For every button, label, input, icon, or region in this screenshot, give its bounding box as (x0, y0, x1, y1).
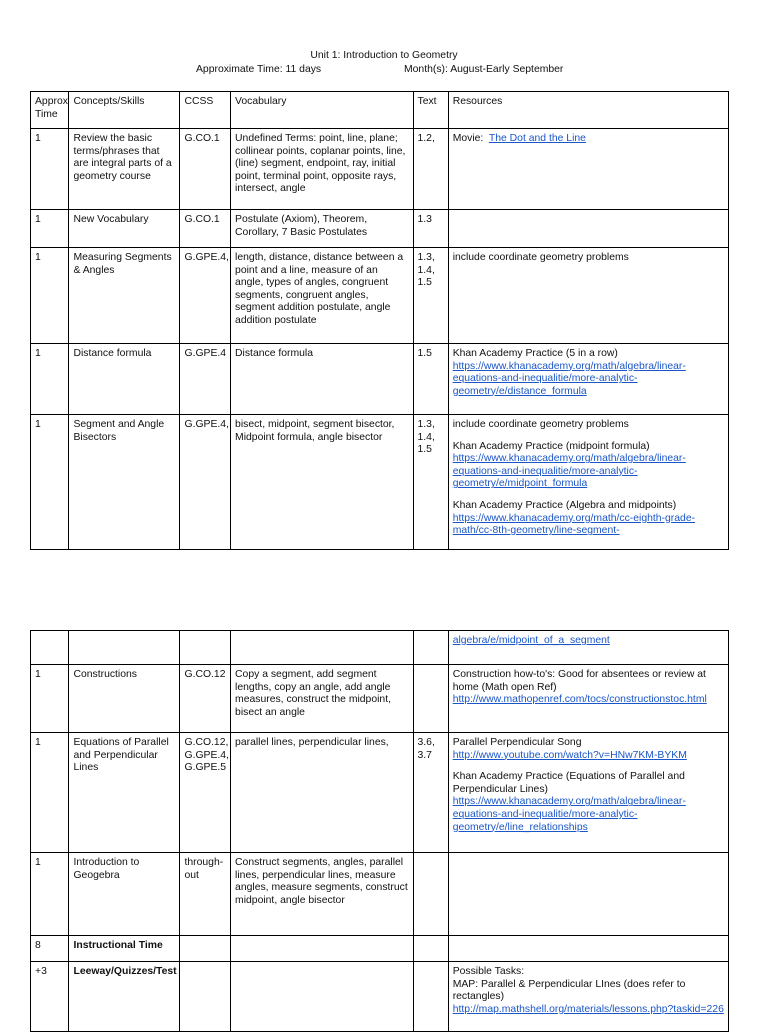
resource-link[interactable]: https://www.khanacademy.org/math/cc-eighth-grade-math/cc-8th-geometry/line-segment- (452, 512, 696, 537)
cell-text: 1.2, (413, 129, 448, 210)
cell-resources (448, 210, 728, 248)
cell-concept: Measuring Segments & Angles (69, 248, 180, 344)
cell-ccss (180, 631, 231, 665)
table-row (31, 853, 729, 936)
cell-vocabulary: Construct segments, angles, parallel lines, perpendicular lines, measure angles, measure segments, construct midpoint, angle bisector (231, 853, 413, 936)
col-header-text: Text (413, 92, 448, 129)
table-row (31, 733, 729, 853)
cell-ccss: G.CO.1 (180, 129, 231, 210)
cell-ccss: G.GPE.4, (180, 415, 231, 550)
cell-resources (448, 415, 728, 550)
resource-label: Possible Tasks: (452, 966, 525, 977)
cell-resources (448, 129, 728, 210)
cell-text (413, 936, 448, 962)
table-row (31, 344, 729, 415)
resource-link[interactable]: http://www.youtube.com/watch?v=HNw7KM-BYKM (452, 749, 687, 761)
cell-vocabulary: Copy a segment, add segment lengths, copy an angle, add angle measures, construct the midpoint, bisect an angle (231, 665, 413, 733)
table-row (31, 631, 729, 665)
curriculum-table-part2 (30, 630, 729, 1032)
table-header-row (31, 92, 729, 129)
cell-concept: Distance formula (69, 344, 180, 415)
months: Month(s): August-Early September (404, 64, 564, 75)
cell-time (31, 631, 69, 665)
col-header-time: Approx Time (31, 92, 69, 129)
cell-vocabulary: length, distance, distance between a point and a line, measure of an angle, types of angles, congruent segments, congruent angles, segment addition postulate, angle addition postulate (231, 248, 413, 344)
resource-label: Khan Academy Practice (Algebra and midpoints) (452, 499, 677, 511)
instructional-time-label: Instructional Time (73, 940, 163, 951)
cell-concept: Constructions (69, 665, 180, 733)
cell-concept (69, 631, 180, 665)
cell-ccss (180, 936, 231, 962)
resource-label: include coordinate geometry problems (452, 419, 629, 430)
cell-ccss (180, 962, 231, 1032)
cell-resources (448, 733, 728, 853)
cell-time: 1 (31, 248, 69, 344)
cell-concept: Review the basic terms/phrases that are integral parts of a geometry course (69, 129, 180, 210)
cell-vocabulary: parallel lines, perpendicular lines, (231, 733, 413, 853)
cell-ccss: G.CO.12 (180, 665, 231, 733)
cell-concept (69, 962, 180, 1032)
cell-vocabulary (231, 631, 413, 665)
cell-vocabulary: bisect, midpoint, segment bisector, Midpoint formula, angle bisector (231, 415, 413, 550)
resource-label: Parallel Perpendicular Song (452, 737, 582, 748)
cell-resources: include coordinate geometry problems (448, 248, 728, 344)
resource-link[interactable]: http://www.mathopenref.com/tocs/constructionstoc.html (452, 694, 707, 706)
col-header-concepts: Concepts/Skills (69, 92, 180, 129)
resource-link[interactable]: https://www.khanacademy.org/math/algebra/linear-equations-and-inequalitie/more-analytic-geometry/e/midpoint_formula (452, 453, 686, 490)
cell-ccss: G.CO.1 (180, 210, 231, 248)
table-row (31, 210, 729, 248)
resource-label: MAP: Parallel & Perpendicular LInes (does refer to rectangles) (452, 978, 686, 1003)
resource-label: Khan Academy Practice (5 in a row) (452, 348, 618, 359)
cell-vocabulary: Postulate (Axiom), Theorem, Corollary, 7 Basic Postulates (231, 210, 413, 248)
resource-label: Construction how-to's: Good for absentees or review at home (Math open Ref) (452, 669, 706, 693)
table-row (31, 936, 729, 962)
cell-text: 1.3, 1.4, 1.5 (413, 415, 448, 550)
cell-vocabulary: Distance formula (231, 344, 413, 415)
col-header-resources: Resources (448, 92, 728, 129)
cell-time: 1 (31, 733, 69, 853)
cell-text (413, 631, 448, 665)
cell-text: 1.3 (413, 210, 448, 248)
cell-time: 1 (31, 129, 69, 210)
resource-link[interactable]: https://www.khanacademy.org/math/algebra/linear-equations-and-inequalitie/more-analytic-geometry/e/distance_formula (452, 360, 686, 397)
table-row (31, 665, 729, 733)
table-row (31, 129, 729, 210)
cell-vocabulary (231, 962, 413, 1032)
cell-concept: Introduction to Geogebra (69, 853, 180, 936)
cell-vocabulary (231, 936, 413, 962)
cell-time: 1 (31, 344, 69, 415)
cell-time: 1 (31, 210, 69, 248)
table-row (31, 962, 729, 1032)
cell-time: 1 (31, 665, 69, 733)
resource-label: Khan Academy Practice (midpoint formula) (452, 440, 650, 452)
cell-ccss: through-out (180, 853, 231, 936)
cell-ccss: G.GPE.4, (180, 248, 231, 344)
curriculum-table-part1 (30, 91, 729, 550)
resource-label: Movie: (452, 133, 489, 144)
cell-concept: Segment and Angle Bisectors (69, 415, 180, 550)
cell-text (413, 665, 448, 733)
col-header-vocabulary: Vocabulary (231, 92, 413, 129)
resource-link[interactable]: algebra/e/midpoint_of_a_segment (452, 635, 610, 646)
cell-resources (448, 853, 728, 936)
cell-time: 8 (31, 936, 69, 962)
cell-text (413, 962, 448, 1032)
table-row (31, 248, 729, 344)
cell-text: 1.5 (413, 344, 448, 415)
cell-concept: New Vocabulary (69, 210, 180, 248)
cell-resources (448, 344, 728, 415)
approximate-time: Approximate Time: 11 days (196, 64, 322, 75)
resource-link[interactable]: The Dot and the Line (488, 133, 586, 144)
cell-resources (448, 631, 728, 665)
unit-title: Unit 1: Introduction to Geometry (310, 50, 458, 61)
cell-text: 3.6, 3.7 (413, 733, 448, 853)
cell-concept (69, 936, 180, 962)
cell-resources (448, 665, 728, 733)
cell-text (413, 853, 448, 936)
table-row (31, 415, 729, 550)
cell-resources (448, 962, 728, 1032)
cell-concept: Equations of Parallel and Perpendicular Lines (69, 733, 180, 853)
cell-time: 1 (31, 853, 69, 936)
cell-resources (448, 936, 728, 962)
cell-vocabulary: Undefined Terms: point, line, plane; collinear points, coplanar points, line, (line) segment, endpoint, ray, initial point, terminal point, opposite rays, intersect, angle (231, 129, 413, 210)
resource-label: Khan Academy Practice (Equations of Parallel and Perpendicular Lines) (452, 771, 685, 795)
cell-time: 1 (31, 415, 69, 550)
resource-link[interactable]: https://www.khanacademy.org/math/algebra/linear-equations-and-inequalitie/more-analytic-geometry/e/line_relationships (452, 796, 686, 833)
cell-text: 1.3, 1.4, 1.5 (413, 248, 448, 344)
resource-link[interactable]: http://map.mathshell.org/materials/lessons.php?taskid=226 (452, 1003, 724, 1015)
cell-ccss: G.CO.12, G.GPE.4, G.GPE.5 (180, 733, 231, 853)
leeway-label: Leeway/Quizzes/Test (73, 966, 177, 977)
cell-time: +3 (31, 962, 69, 1032)
cell-ccss: G.GPE.4 (180, 344, 231, 415)
col-header-ccss: CCSS (180, 92, 231, 129)
